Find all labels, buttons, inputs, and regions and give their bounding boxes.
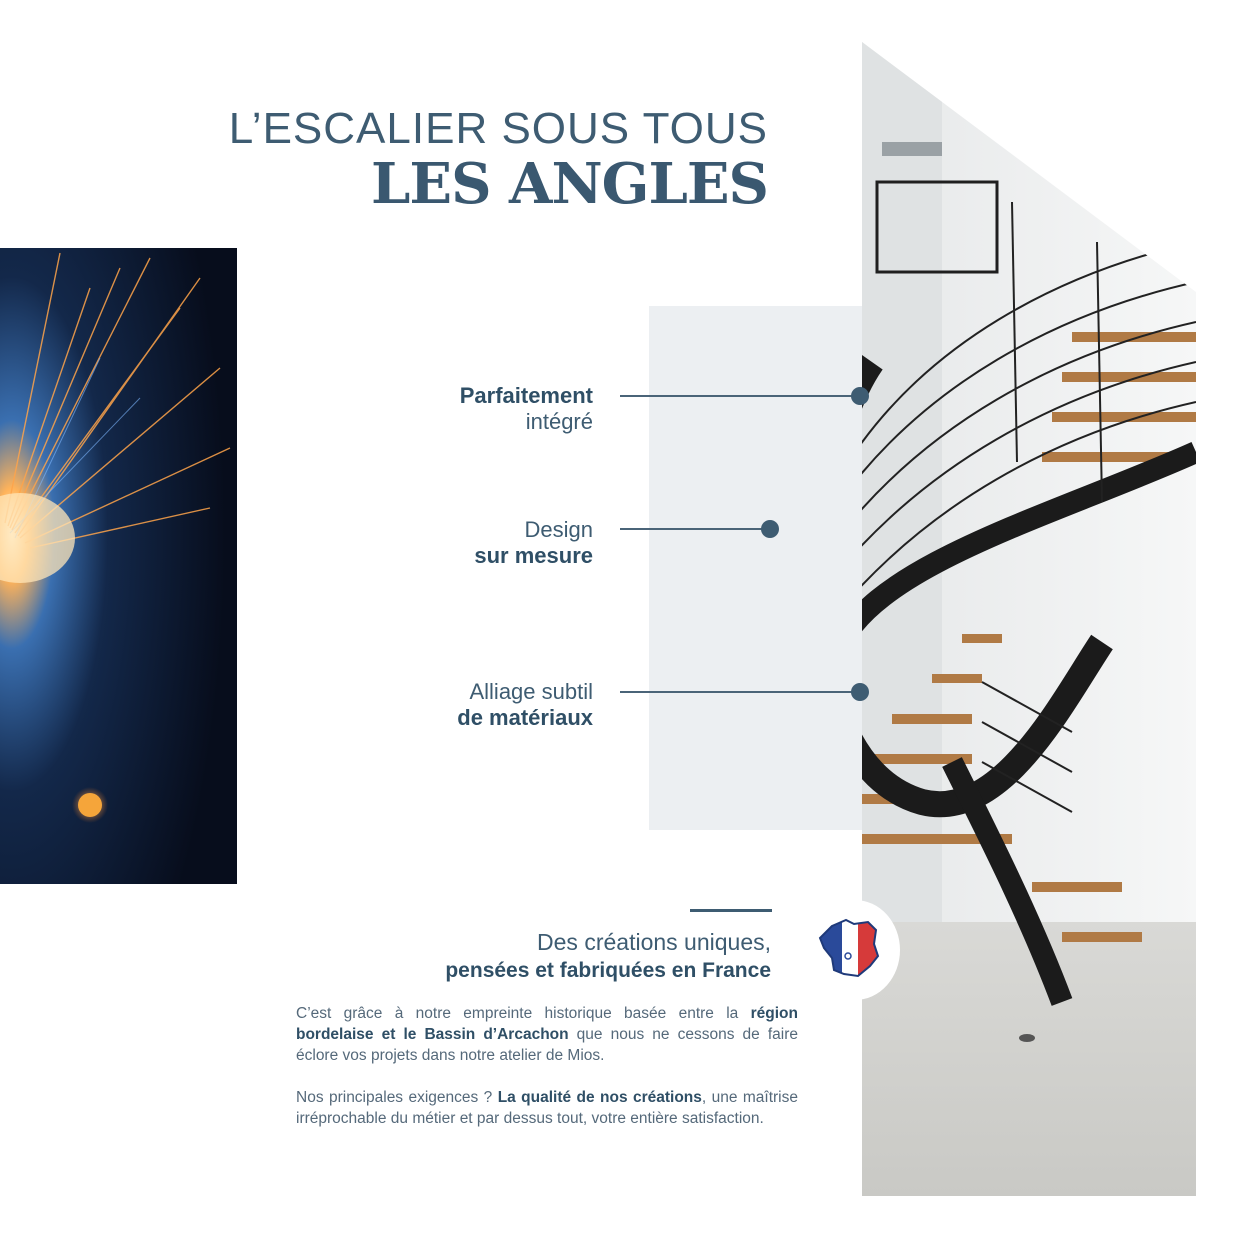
france-map-icon	[810, 900, 900, 1000]
section-subhead-bold: pensées et fabriquées en France	[445, 959, 771, 982]
section-subhead-light: Des créations uniques,	[537, 929, 771, 955]
callout-line-3	[620, 691, 860, 693]
feature-design-light: Design	[524, 517, 593, 542]
france-badge	[810, 900, 900, 1000]
paragraph-1-text-b: que nous ne cessons de faire éclore vos projets dans notre atelier de Mios.	[296, 1026, 798, 1064]
callout-dot-3	[851, 683, 869, 701]
section-divider	[690, 909, 772, 912]
feature-materials-bold: de matériaux	[457, 705, 593, 730]
paragraph-2	[296, 1087, 798, 1129]
feature-design-bold: sur mesure	[474, 543, 593, 568]
paragraph-1	[296, 1003, 798, 1066]
callout-line-2	[620, 528, 770, 530]
callout-dot-1	[851, 387, 869, 405]
feature-materials-light: Alliage subtil	[469, 679, 593, 704]
callout-line-1	[620, 395, 860, 397]
paragraph-2-text-a: Nos principales exigences ?	[296, 1089, 498, 1106]
paragraph-1-text-a: C’est grâce à notre empreinte historique basée entre la	[296, 1005, 751, 1022]
welding-photo	[0, 248, 237, 884]
callout-dot-2	[761, 520, 779, 538]
feature-materials	[457, 679, 593, 731]
page-title-line2: LES ANGLES	[371, 151, 768, 217]
feature-integrated	[460, 383, 593, 435]
grey-panel	[649, 306, 863, 830]
spiral-staircase-photo	[862, 42, 1196, 1196]
paragraph-2-text-b: , une maîtrise irréprochable du métier et par dessus tout, votre entière satisfaction.	[296, 1089, 798, 1127]
feature-integrated-light: intégré	[525, 409, 593, 434]
feature-integrated-bold: Parfaitement	[459, 383, 593, 408]
paragraph-2-bold: La qualité de nos créations	[497, 1089, 702, 1106]
page-title-line1: L’ESCALIER SOUS TOUS	[228, 104, 768, 153]
feature-design	[474, 517, 593, 569]
paragraph-1-bold: région bordelaise et le Bassin d’Arcachon	[296, 1005, 798, 1043]
